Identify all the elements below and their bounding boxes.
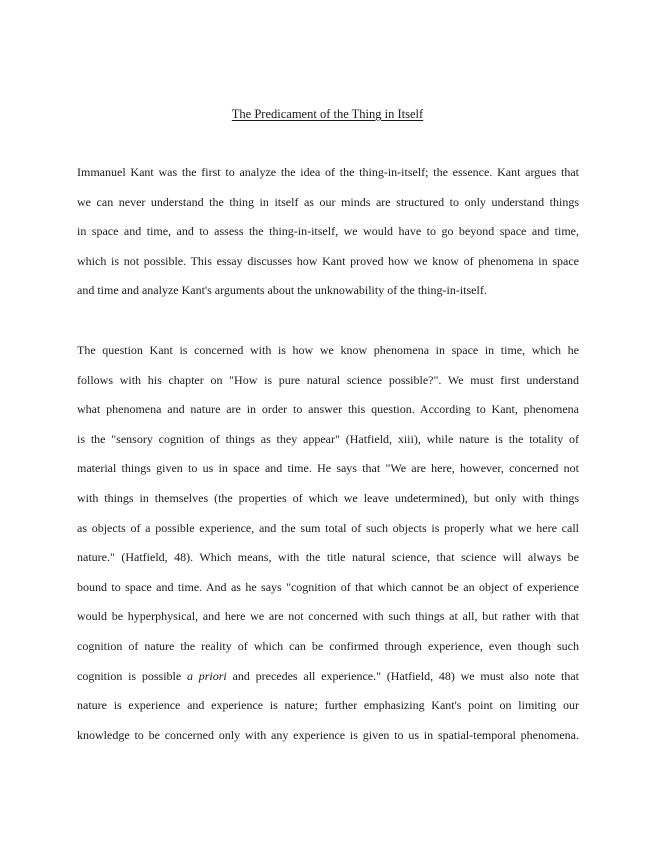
paragraph-line: as objects of a possible experience, and the sum total of such objects is properly what we here call [77, 520, 579, 535]
paragraph-line: The question Kant is concerned with is how we know phenomena in space in time, which he [77, 343, 579, 357]
line-text: and precedes all experience." (Hatfield, 48) we must also note that [226, 668, 579, 683]
italic-phrase: a priori [186, 668, 227, 683]
paragraph-intro [77, 158, 579, 306]
paragraph-body [77, 336, 579, 750]
paragraph-line-with-italic [77, 662, 579, 692]
paragraph-line: and time and analyze Kant's arguments about the unknowability of the thing-in-itself. [77, 283, 487, 298]
paragraph-line: which is not possible. This essay discusses how Kant proved how we know of phenomena in space [77, 253, 579, 268]
paragraph-line: bound to space and time. And as he says "cognition of that which cannot be an object of experience [77, 579, 579, 594]
paragraph-line: follows with his chapter on "How is pure natural science possible?". We must first understand [77, 372, 579, 387]
paragraph-line: what phenomena and nature are in order to answer this question. According to Kant, phenomena [77, 402, 579, 417]
document-title: The Predicament of the Thing in Itself [231, 107, 424, 121]
paragraph-line: is the "sensory cognition of things as they appear" (Hatfield, xiii), while nature is the totality of [77, 431, 579, 446]
paragraph-line: would be hyperphysical, and here we are not concerned with such things at all, but rather with that [77, 609, 579, 624]
paragraph-line: nature." (Hatfield, 48). Which means, with the title natural science, that science will always be [77, 550, 579, 565]
paragraph-line: material things given to us in space and time. He says that "We are here, however, concerned not [77, 461, 579, 476]
line-text: cognition is possible [77, 668, 187, 683]
paragraph-line: Immanuel Kant was the first to analyze the idea of the thing-in-itself; the essence. Kant argues that [77, 165, 579, 179]
paragraph-line: with things in themselves (the properties of which we leave undetermined), but only with things [77, 490, 579, 505]
paragraph-line: nature is experience and experience is nature; further emphasizing Kant's point on limiting our [77, 698, 579, 713]
paragraph-line: cognition of nature the reality of which can be confirmed through experience, even though such [77, 638, 579, 653]
paragraph-line: we can never understand the thing in itself as our minds are structured to only understand things [77, 194, 579, 209]
paragraph-line: in space and time, and to assess the thing-in-itself, we would have to go beyond space and time, [77, 224, 579, 239]
paragraph-line: knowledge to be concerned only with any experience is given to us in spatial-temporal phenomena. [77, 727, 579, 742]
